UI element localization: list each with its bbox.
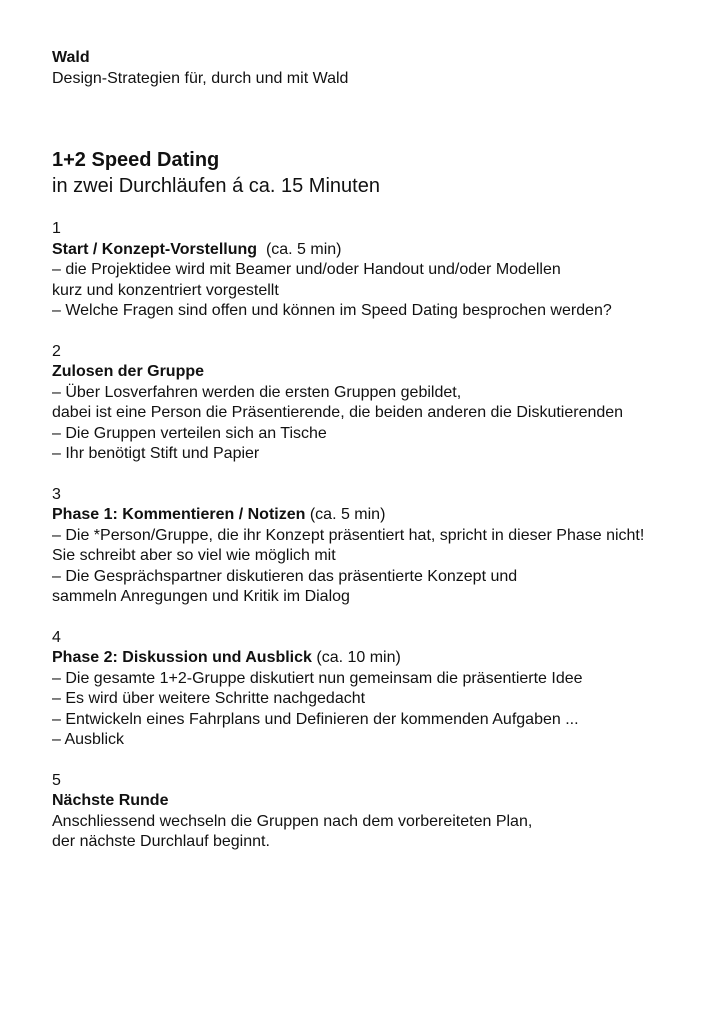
step-1: [52, 219, 712, 322]
step-text-line: – Über Losverfahren werden die ersten Gruppen gebildet,: [52, 383, 462, 401]
step-4: [52, 628, 712, 751]
step-duration: (ca. 5 min): [257, 240, 342, 258]
title-block: [52, 147, 712, 199]
step-heading-line: [52, 362, 712, 383]
page-title: 1+2 Speed Dating: [52, 149, 220, 171]
step-text-line: der nächste Durchlauf beginnt.: [52, 833, 270, 850]
step-text-line: – Die *Person/Gruppe, die ihr Konzept präsentiert hat, spricht in dieser Phase nicht!: [52, 526, 645, 544]
step-text-line: Sie schreibt aber so viel wie möglich mit: [52, 547, 336, 564]
step-number: 4: [52, 628, 61, 646]
step-heading-line: [52, 505, 712, 526]
project-name: Wald: [52, 49, 90, 66]
step-heading: Phase 2: Diskussion und Ausblick: [52, 649, 312, 666]
step-2: [52, 342, 712, 465]
step-heading-line: [52, 648, 712, 669]
step-heading-line: [52, 791, 712, 812]
step-number: 5: [52, 771, 61, 789]
step-text-line: sammeln Anregungen und Kritik im Dialog: [52, 588, 350, 605]
step-text-line: – Ausblick: [52, 731, 125, 748]
step-text-line: – Die Gesprächspartner diskutieren das präsentierte Konzept und: [52, 567, 518, 585]
step-text-line: – die Projektidee wird mit Beamer und/oder Handout und/oder Modellen: [52, 261, 561, 278]
document-header: [52, 48, 712, 89]
step-duration: (ca. 5 min): [305, 506, 386, 523]
step-number: 3: [52, 485, 61, 503]
step-heading: Nächste Runde: [52, 792, 169, 809]
step-heading-line: [52, 240, 712, 261]
step-number: 2: [52, 342, 61, 360]
step-heading: Start / Konzept-Vorstellung: [52, 240, 258, 258]
step-heading: Zulosen der Gruppe: [52, 363, 205, 380]
step-5: [52, 771, 712, 853]
step-text-line: dabei ist eine Person die Präsentierende, die beiden anderen die Diskutierenden: [52, 404, 624, 421]
step-text-line: – Die gesamte 1+2-Gruppe diskutiert nun gemeinsam die präsentierte Idee: [52, 669, 583, 687]
step-text-line: kurz und konzentriert vorgestellt: [52, 281, 279, 299]
step-text-line: – Es wird über weitere Schritte nachgedacht: [52, 690, 366, 707]
step-number: 1: [52, 220, 61, 237]
document-page: [52, 48, 712, 873]
step-text-line: Anschliessend wechseln die Gruppen nach dem vorbereiteten Plan,: [52, 812, 533, 830]
project-tagline: Design-Strategien für, durch und mit Wald: [52, 69, 349, 87]
step-text-line: – Entwickeln eines Fahrplans und Definieren der kommenden Aufgaben ...: [52, 710, 579, 728]
step-text-line: – Die Gruppen verteilen sich an Tische: [52, 424, 327, 442]
step-heading: Phase 1: Kommentieren / Notizen: [52, 506, 306, 523]
page-subtitle: in zwei Durchläufen á ca. 15 Minuten: [52, 175, 380, 197]
step-text-line: – Ihr benötigt Stift und Papier: [52, 445, 260, 462]
step-duration: (ca. 10 min): [311, 649, 401, 666]
step-text-line: – Welche Fragen sind offen und können im Speed Dating besprochen werden?: [52, 302, 612, 319]
step-3: [52, 485, 712, 608]
